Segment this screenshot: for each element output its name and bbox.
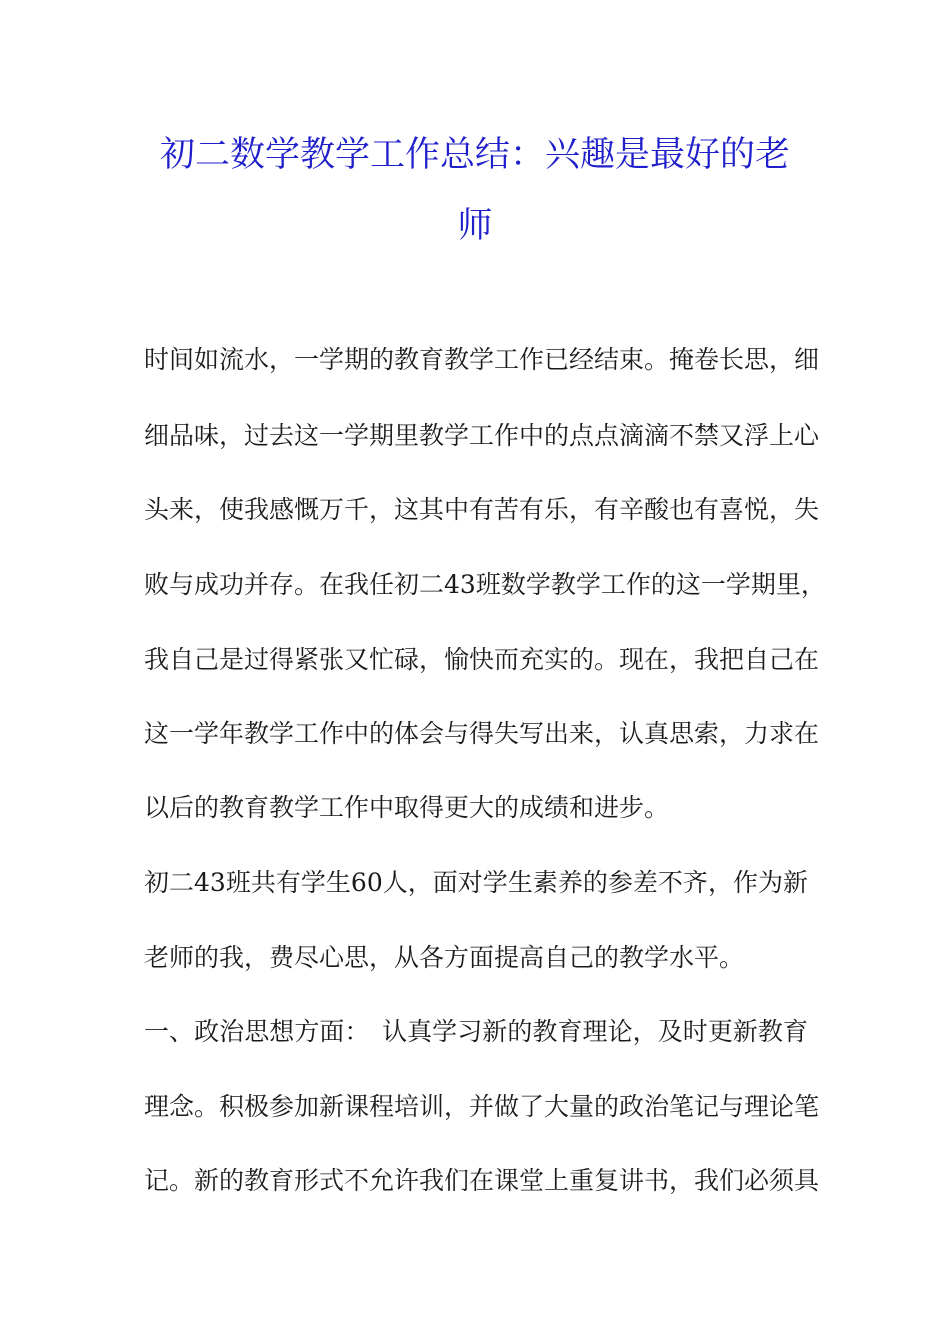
body-line-7: 以后的教育教学工作中取得更大的成绩和进步。 (144, 793, 670, 822)
body-line-12: 记。新的教育形式不允许我们在课堂上重复讲书，我们必须具 (144, 1166, 820, 1195)
body-line-6: 这一学年教学工作中的体会与得失写出来，认真思索，力求在 (144, 719, 820, 748)
body-line-5: 我自己是过得紧张又忙碌，愉快而充实的。现在，我把自己在 (144, 645, 820, 674)
body-line-9: 老师的我，费尽心思，从各方面提高自己的教学水平。 (144, 943, 745, 972)
body-line-1: 时间如流水，一学期的教育教学工作已经结束。掩卷长思，细 (144, 345, 820, 374)
body-line-11: 理念。积极参加新课程培训，并做了大量的政治笔记与理论笔 (144, 1092, 820, 1121)
document-title-line-1: 初二数学教学工作总结：兴趣是最好的老 (159, 135, 790, 175)
body-line-4: 败与成功并存。在我任初二43班数学教学工作的这一学期里， (144, 570, 826, 599)
body-line-3: 头来，使我感慨万千，这其中有苦有乐，有辛酸也有喜悦，失 (144, 495, 820, 524)
body-line-2: 细品味，过去这一学期里教学工作中的点点滴滴不禁又浮上心 (144, 421, 820, 450)
body-line-10: 一、政治思想方面： 认真学习新的教育理论，及时更新教育 (144, 1017, 808, 1046)
document-title-line-2: 师 (457, 206, 493, 246)
body-line-8: 初二43班共有学生60人，面对学生素养的参差不齐，作为新 (144, 868, 808, 897)
